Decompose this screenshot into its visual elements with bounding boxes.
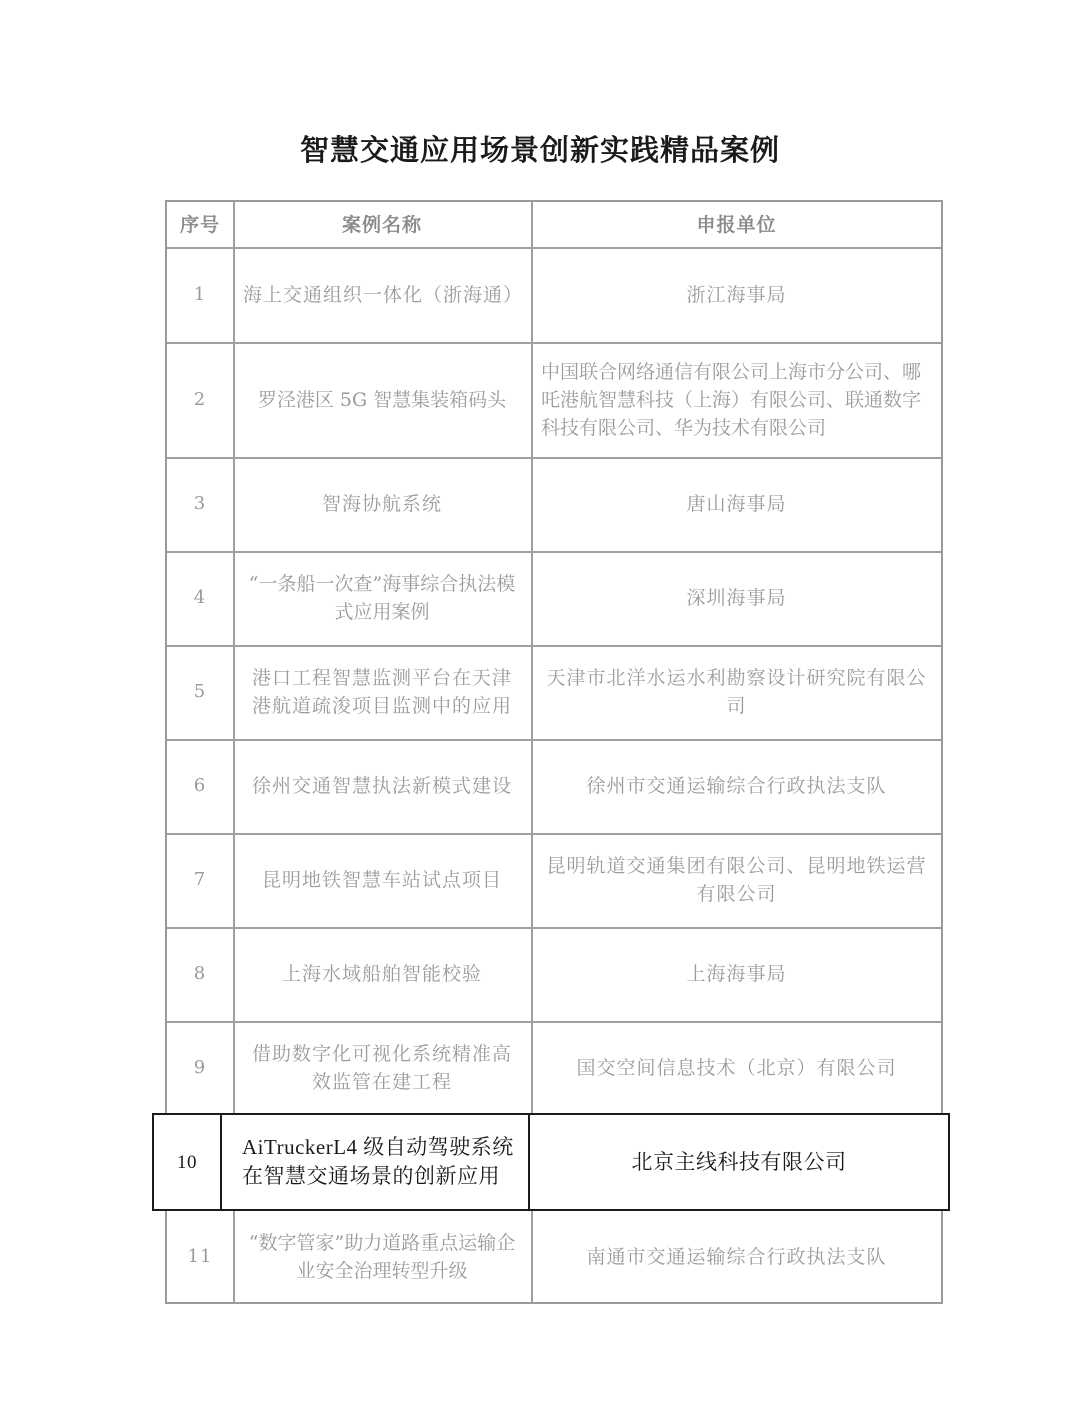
row-index: 6	[193, 775, 207, 796]
row-case-name: “数字管家”助力道路重点运输企业安全治理转型升级	[248, 1231, 516, 1282]
row-unit: 浙江海事局	[686, 283, 787, 306]
row-index: 11	[187, 1245, 213, 1267]
row-index: 9	[193, 1057, 207, 1078]
row-case-name: 智海协航系统	[321, 493, 442, 515]
row-case-name: 上海水域船舶智能校验	[281, 963, 482, 985]
row-index: 10	[177, 1151, 197, 1173]
page-title: 智慧交通应用场景创新实践精品案例	[299, 133, 780, 167]
row-index: 3	[193, 493, 207, 514]
column-divider	[220, 1115, 222, 1209]
row-index: 8	[193, 963, 207, 984]
header-unit: 申报单位	[696, 213, 777, 236]
row-unit: 天津市北洋水运水利勘察设计研究院有限公司	[546, 667, 927, 717]
row-unit: 南通市交通运输综合行政执法支队	[586, 1245, 887, 1268]
row-case-name: “一条船一次查”海事综合执法模式应用案例	[248, 573, 516, 623]
header-case-name: 案例名称	[341, 213, 422, 236]
row-case-name: 海上交通组织一体化（浙海通）	[243, 283, 524, 306]
row-case-name: 昆明地铁智慧车站试点项目	[261, 869, 502, 891]
row-unit: 昆明轨道交通集团有限公司、昆明地铁运营有限公司	[546, 855, 927, 905]
row-unit: 上海海事局	[686, 963, 787, 985]
row-index: 4	[193, 587, 207, 608]
row-unit: 中国联合网络通信有限公司上海市分公司、哪吒港航智慧科技（上海）有限公司、联通数字科技有限公司、华为技术有限公司	[541, 360, 922, 439]
row-index: 2	[193, 388, 207, 410]
row-index: 7	[193, 869, 207, 890]
row-case-name: 徐州交通智慧执法新模式建设	[251, 775, 512, 797]
header-index: 序号	[179, 213, 220, 236]
row-case-name: 罗泾港区 5G 智慧集装箱码头	[257, 388, 507, 411]
row-unit: 北京主线科技有限公司	[631, 1149, 847, 1174]
row-case-name: AiTruckerL4 级自动驾驶系统在智慧交通场景的创新应用	[242, 1135, 514, 1188]
row-index: 1	[193, 283, 207, 305]
row-unit: 深圳海事局	[686, 587, 787, 609]
row-unit: 国交空间信息技术（北京）有限公司	[576, 1057, 897, 1079]
row-index: 5	[193, 681, 207, 702]
row-case-name: 借助数字化可视化系统精准高效监管在建工程	[251, 1043, 512, 1093]
row-unit: 唐山海事局	[686, 493, 787, 515]
row-unit: 徐州市交通运输综合行政执法支队	[586, 775, 887, 797]
row-case-name: 港口工程智慧监测平台在天津港航道疏浚项目监测中的应用	[251, 667, 512, 717]
